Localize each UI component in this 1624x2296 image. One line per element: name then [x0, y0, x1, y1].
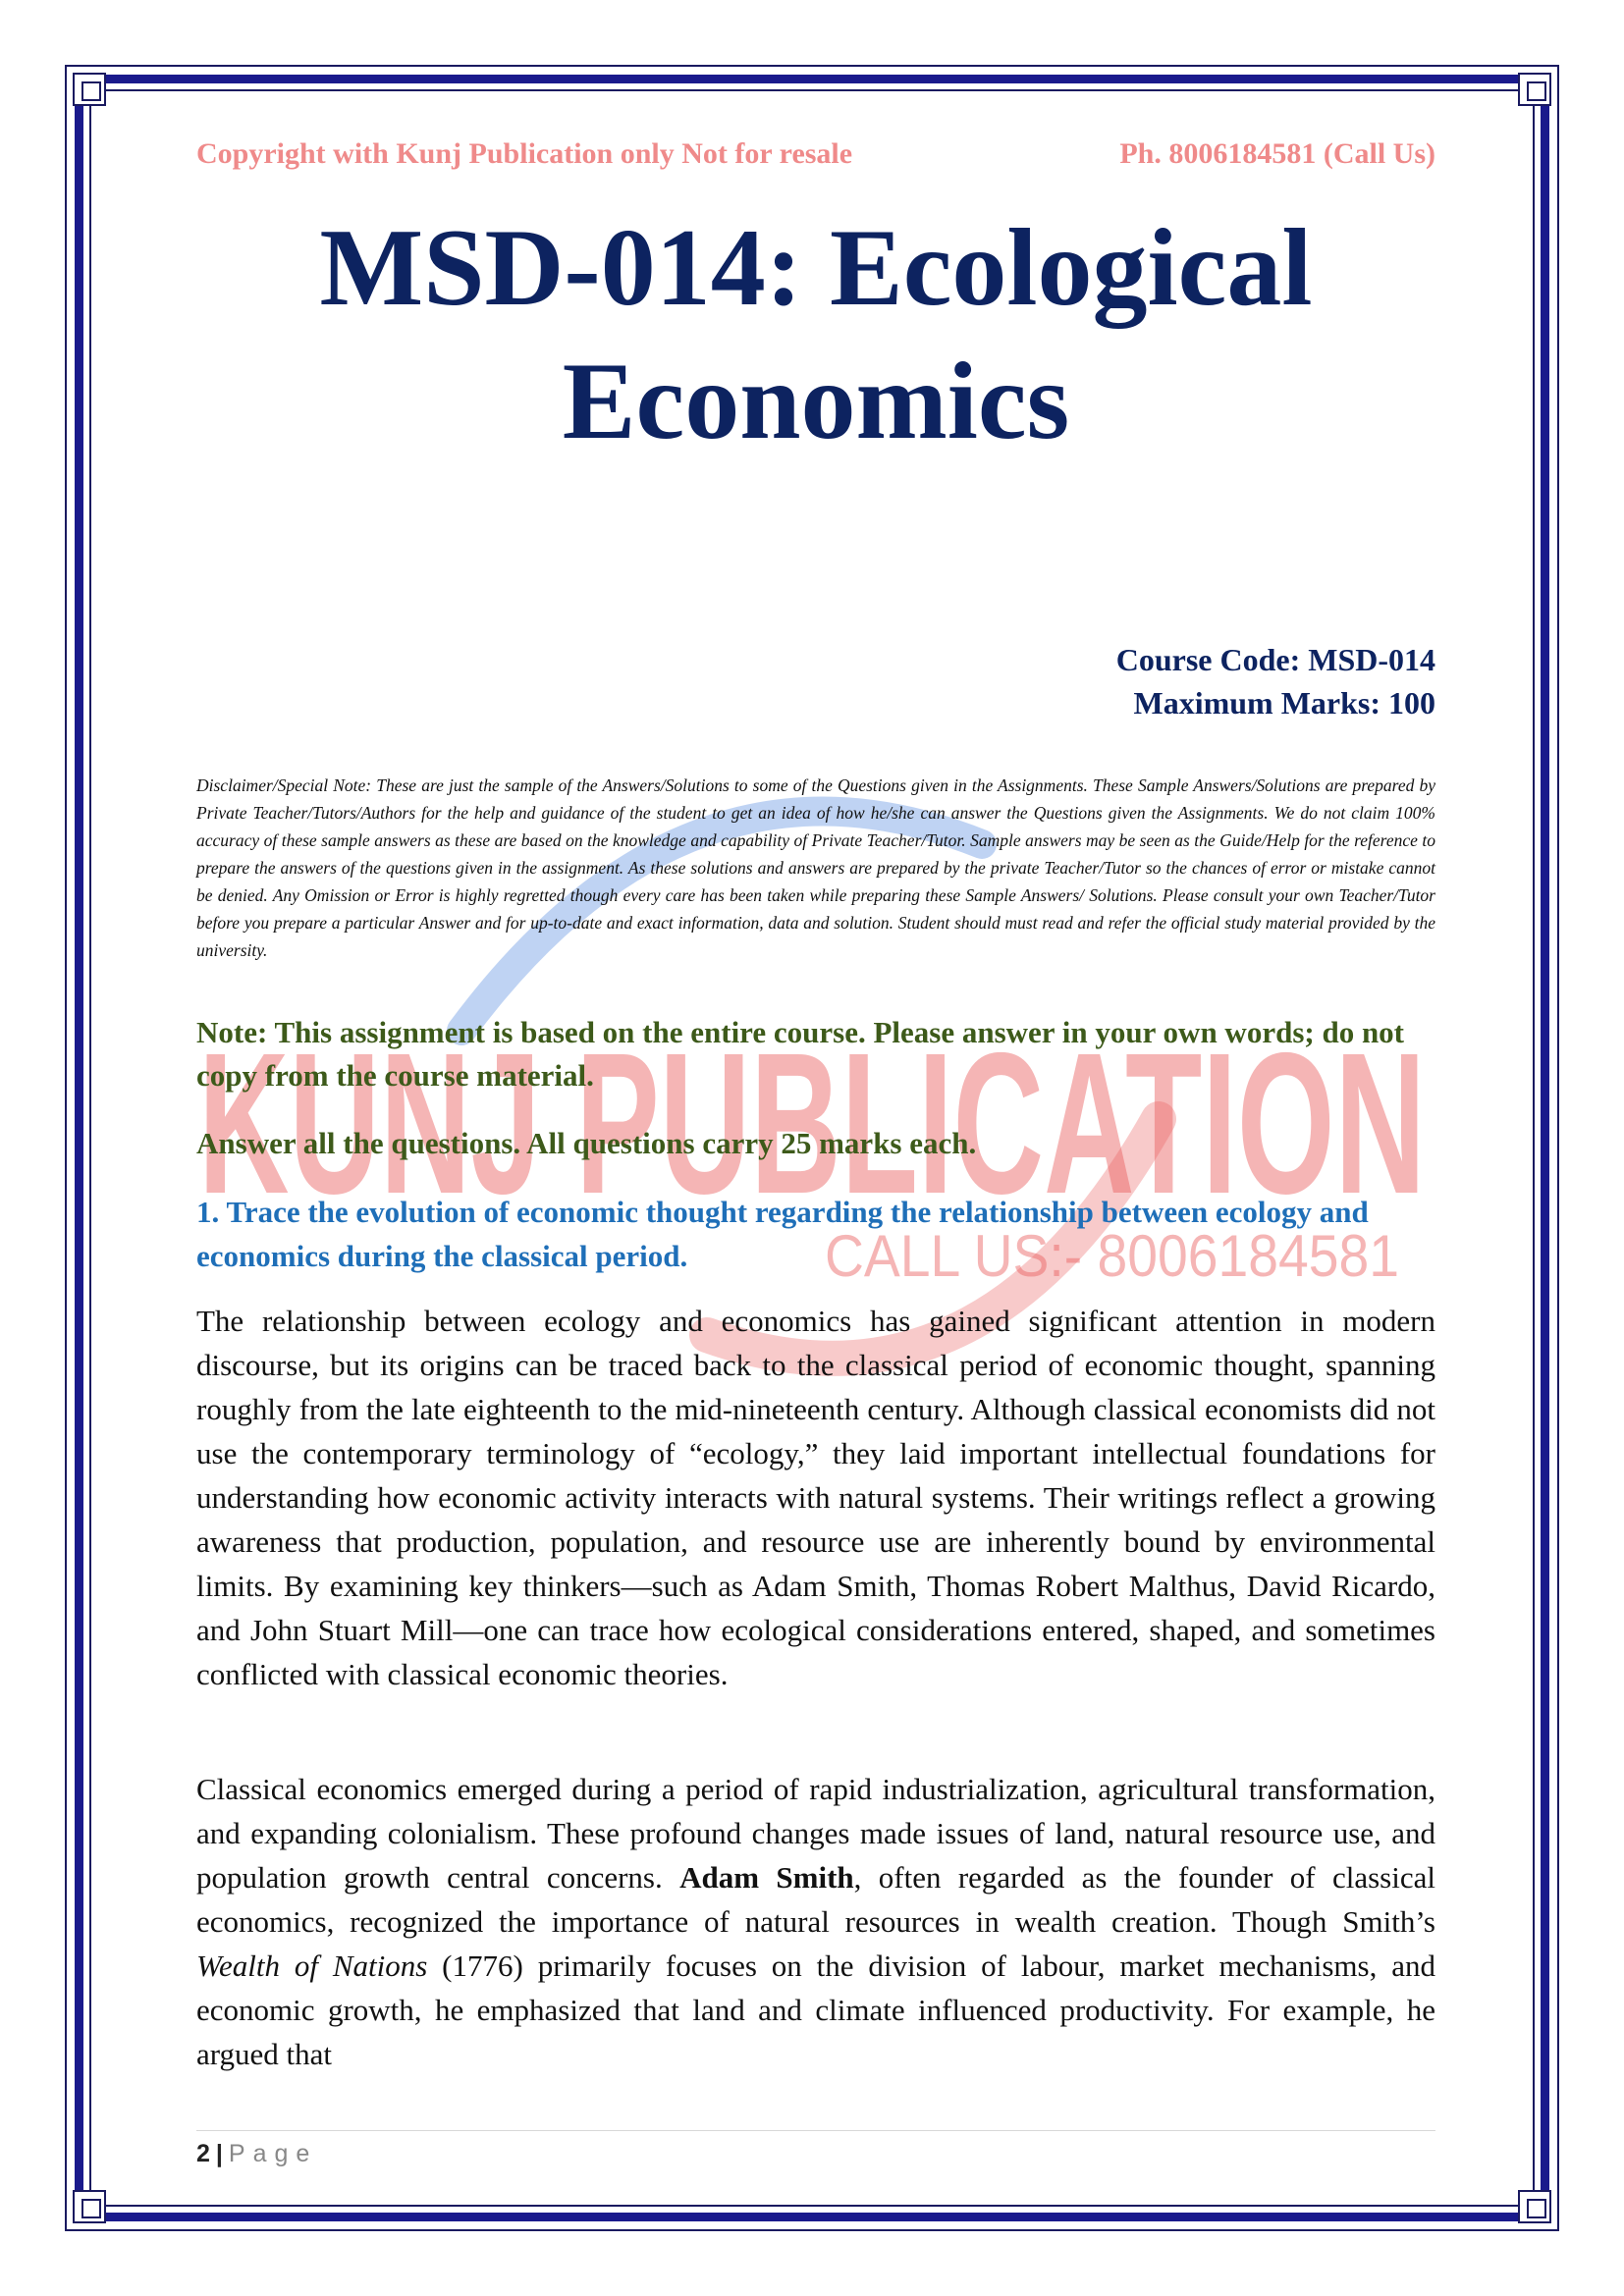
course-info — [196, 638, 1435, 724]
page-label: Page — [228, 2140, 318, 2167]
corner-ornament-bottom-right — [1518, 2190, 1551, 2223]
corner-ornament-top-left — [73, 73, 106, 106]
answer-paragraph-2 — [196, 1767, 1435, 2076]
answer-paragraph-1: The relationship between ecology and economics has gained significant attention in modern discourse, but its origins can be traced back to the classical period of economic thought, spanning roughly from the late eighteenth to the mid-nineteenth century. Although classical economists did not use the contemporary terminology of “ecology,” they laid important intellectual foundations for understanding how economic activity interacts with natural systems. Their writings reflect a growing awareness that production, population, and resource use are inherently bound by environmental limits. By examining key thinkers—such as Adam Smith, Thomas Robert Malthus, David Ricardo, and John Stuart Mill—one can trace how ecological considerations entered, shaped, and sometimes conflicted with classical economic theories. — [196, 1304, 1435, 1691]
page-number: 2 — [196, 2140, 210, 2167]
disclaimer-text: Disclaimer/Special Note: These are just the sample of the Answers/Solutions to some of the Questions given in the Assignments. These Sample Answers/Solutions are prepared by Private Teacher/Tutors/Authors for the help and guidance of the student to get an idea of how he/she can answer the Questions given the Assignments. We do not claim 100% accuracy of these sample answers as these are based on the knowledge and capability of Private Teacher/Tutor. Sample answers may be seen as the Guide/Help for the reference to prepare the answers of the questions given in the assignment. As these solutions and answers are prepared by the private Teacher/Tutor so the chances of error or mistake cannot be denied. Any Omission or Error is highly regretted though every care has been taken while preparing these Sample Answers/ Solutions. Please consult your own Teacher/Tutor before you prepare a particular Answer and for up-to-date and exact information, data and solution. Student should must read and refer the official study material provided by the university. — [196, 775, 1435, 960]
wealth-of-nations-italic: Wealth of Nations — [196, 1949, 428, 1983]
contact-phone: Ph. 8006184581 (Call Us) — [1119, 137, 1435, 170]
watermark-brand-text: KUNJ PUBLICATION — [198, 1011, 1426, 1236]
paragraph-2-text-c: , often regarded as the founder of classical economics, recognized the importance of natural resources in wealth creation. Though Smith’s — [196, 1860, 1435, 1939]
document-title — [196, 201, 1435, 468]
marks-note: Answer all the questions. All questions carry 25 marks each. — [196, 1126, 977, 1160]
copyright-notice: Copyright with Kunj Publication only Not for resale — [196, 137, 853, 170]
corner-ornament-bottom-left — [73, 2190, 106, 2223]
course-code: Course Code: MSD-014 — [1115, 642, 1435, 677]
footer-divider — [196, 2130, 1435, 2131]
footer-separator: | — [215, 2140, 223, 2167]
assignment-note: Note: This assignment is based on the entire course. Please answer in your own words; do not copy from the course material. — [196, 1015, 1405, 1093]
question-heading: 1. Trace the evolution of economic thought regarding the relationship between ecology and economics during the classical period. — [196, 1195, 1369, 1273]
adam-smith-bold: Adam Smith — [679, 1860, 854, 1895]
page-header — [196, 137, 1435, 171]
watermark-call-text: CALL US:- 8006184581 — [825, 1223, 1399, 1289]
title-line-2: Economics — [562, 341, 1070, 462]
paragraph-2-text-a: Classical economics emerged during a period of rapid industrialization, agricultural transformation, and expanding colonialism. These profound changes made issues of land, natural resource use, and population growth central concerns. — [196, 1772, 1435, 1895]
corner-ornament-top-right — [1518, 73, 1551, 106]
title-line-1: MSD-014: Ecological — [319, 207, 1313, 329]
page-footer — [196, 2140, 317, 2168]
maximum-marks: Maximum Marks: 100 — [1133, 685, 1435, 721]
paragraph-2-text-e: (1776) primarily focuses on the division of labour, market mechanisms, and economic growth, he emphasized that land and climate influenced productivity. For example, he argued that — [196, 1949, 1435, 2071]
